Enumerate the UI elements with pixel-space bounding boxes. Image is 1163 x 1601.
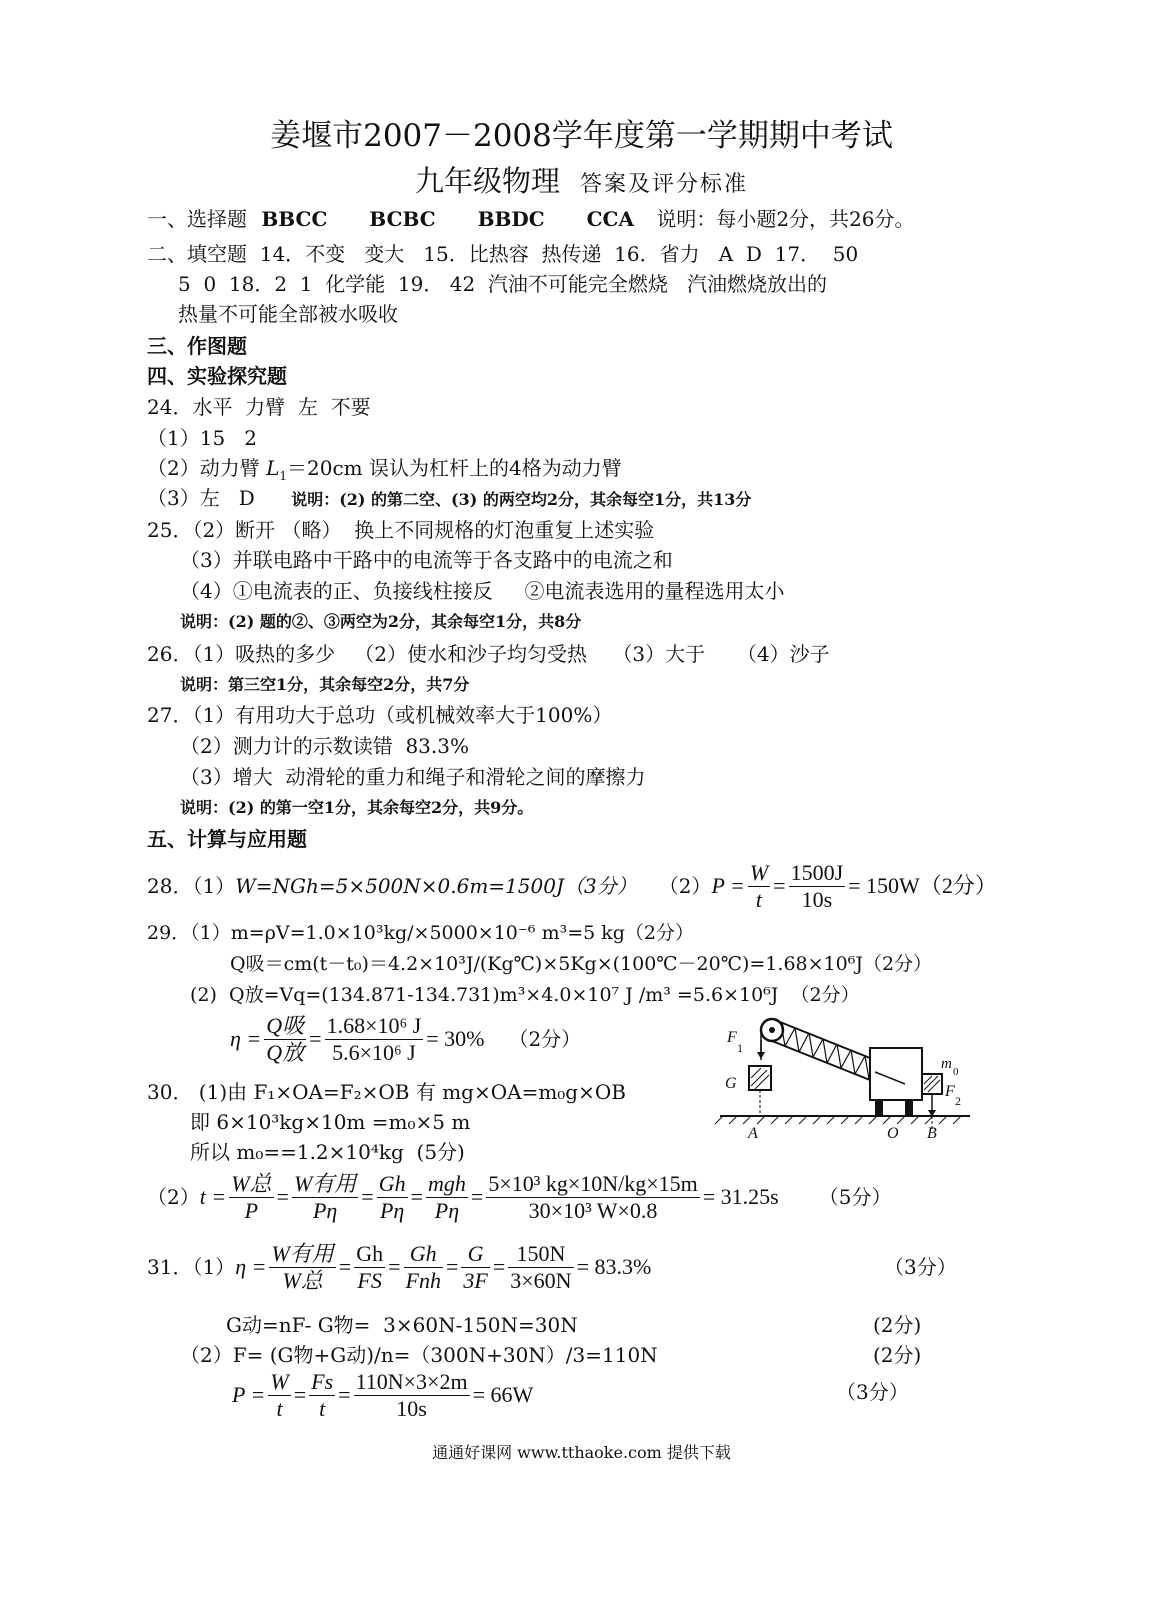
- label-f2-sub: 2: [955, 1094, 961, 1108]
- q31-eta: η =: [235, 1254, 267, 1279]
- q30-frac-c: [377, 1171, 408, 1224]
- q30-frac-a: [229, 1171, 273, 1224]
- q30-part2: （2）: [147, 1185, 200, 1209]
- label-b: B: [927, 1125, 937, 1142]
- q24-line-3: [147, 486, 751, 512]
- q31-p2-num: Fs: [311, 1368, 334, 1394]
- crane-figure: [715, 1012, 975, 1147]
- section-1-note: 说明：每小题2分，共26分。: [656, 207, 915, 231]
- label-m0: m: [941, 1056, 952, 1072]
- q30-e-den: 30×10³ W×0.8: [528, 1197, 658, 1223]
- q30-e-num: 5×10³ kg×10N/kg×15m: [488, 1170, 698, 1196]
- q24-line-3-text: （3）左 D: [147, 486, 255, 510]
- page-title: 姜堰市2007－2008学年度第一学期期中考试: [270, 118, 893, 154]
- section-2-line-2: 5 0 18．2 1 化学能 19． 42 汽油不可能完全燃烧 汽油燃烧放出的: [178, 272, 827, 296]
- q31-line-2: G动=nF- G物= 3×60N-150N=30N: [226, 1313, 578, 1337]
- q24-note: 说明：(2) 的第二空、(3) 的两空均2分，其余每空1分，共13分: [291, 490, 752, 509]
- q31-e-den: 3×60N: [510, 1267, 572, 1293]
- q31-rhs: = 83.3%: [576, 1254, 652, 1279]
- q31-p-lhs: P =: [232, 1382, 266, 1407]
- q30-frac-d: [426, 1171, 468, 1224]
- q30-d-den: Pη: [434, 1197, 460, 1223]
- q30-line-2: 即 6×10³kg×10m =m₀×5 m: [190, 1110, 471, 1134]
- q29-rhs: = 30%: [426, 1026, 485, 1051]
- counterweight: [922, 1074, 942, 1094]
- q31-a-den: W总: [282, 1267, 323, 1293]
- section-1: [147, 207, 915, 231]
- q28-formula: W=NGh=5×500N×0.6m=1500J（3分）: [235, 874, 637, 898]
- q30-b-num: W有用: [293, 1170, 357, 1196]
- q28-f1-den: t: [755, 886, 763, 912]
- q29-line-2: Q吸＝cm(t－t₀)＝4.2×10³J/(Kg℃)×5Kg×(100℃－20℃)=1.68×10⁶J（2分）: [230, 953, 933, 975]
- q29-efficiency: η = $\frac{\text{Q吸}}{\text{Q放}}$ = $\frac{\text{1.68×10⁶ J}}{\text{5.6×10⁶ J}}$ = 30% （2分）: [230, 1012, 582, 1065]
- q27-line-1: 27．（1）有用功大于总功（或机械效率大于100%）: [147, 703, 613, 727]
- q31-c-num: Gh: [404, 1241, 443, 1268]
- q24-var-l: L: [266, 456, 280, 480]
- section-4-heading: 四、实验探究题: [147, 364, 287, 388]
- q30-frac-b: [292, 1171, 358, 1224]
- crane-cabin: [870, 1048, 922, 1100]
- q31-frac-e: [508, 1241, 573, 1294]
- q31-d-num: G: [461, 1241, 489, 1268]
- q31-p-frac-1: [268, 1369, 290, 1422]
- q31-c-den: Fnh: [405, 1267, 441, 1293]
- q31-frac-b: [354, 1241, 385, 1294]
- label-f1-sub: 1: [737, 1041, 743, 1055]
- section-2-line-3: 热量不可能全部被水吸收: [178, 302, 398, 326]
- ground-hatching: [715, 1116, 961, 1124]
- q30-c-den: Pη: [379, 1197, 405, 1223]
- q24-line-2: [147, 456, 622, 488]
- q31-p1-den: t: [276, 1395, 283, 1421]
- q29-line-1: 29．（1）m=ρV=1.0×10³kg/×5000×10⁻⁶ m³=5 kg（2分）: [147, 922, 695, 944]
- label-o: O: [887, 1125, 899, 1142]
- q31-p-frac-2: [309, 1369, 335, 1422]
- q31-frac-c: [404, 1241, 443, 1294]
- q30-score: （5分）: [818, 1185, 892, 1209]
- q28-f1-num: W: [749, 859, 769, 885]
- q28-fraction-1: [748, 860, 770, 913]
- q28-p-lhs: P =: [711, 873, 745, 898]
- q28-pre: 28．（1）: [147, 874, 236, 898]
- q31-d-den: 3F: [463, 1267, 488, 1293]
- section-1-answers: BBCC BCBC BBDC CCA: [261, 207, 634, 231]
- q31-p-frac-3: [354, 1369, 470, 1422]
- q30-line-3: 所以 m₀==1.2×10⁴kg (5分): [190, 1140, 465, 1164]
- q31-pre: 31．（1）: [147, 1255, 236, 1279]
- answer-key-label: 答案及评分标准: [580, 172, 749, 197]
- q24-line-2-pre: （2）动力臂: [147, 456, 267, 480]
- q29-line-3: (2) Q放=Vq=(134.871-134.731)m³×4.0×10⁷ J /m³ =5.6×10⁶J （2分）: [190, 984, 860, 1006]
- q24-var-sub: 1: [279, 469, 288, 483]
- q29-eta: η =: [230, 1026, 262, 1051]
- section-1-label: 一、选择题: [147, 207, 247, 231]
- q29-f1-num: Q吸: [266, 1012, 305, 1038]
- q24-line-0: 24．水平 力臂 左 不要: [147, 395, 371, 419]
- q29-f2-num: 1.68×10⁶ J: [326, 1012, 422, 1038]
- q31-b-num: Gh: [356, 1240, 384, 1266]
- q31-e-num: 150N: [508, 1241, 573, 1268]
- q31-power: P = $\frac{W}{t}$ = $\frac{Fs}{t}$ = $\frac{110N\times 3\times 2m}{10s}$ = 66W: [232, 1368, 534, 1421]
- q24-line-2-post: ＝20cm 误认为杠杆上的4格为动力臂: [287, 456, 622, 480]
- label-m0-sub: 0: [953, 1066, 959, 1078]
- q31-p3-den: 10s: [396, 1395, 427, 1421]
- q28-f2-num: 1500J: [790, 859, 844, 885]
- q30-a-den: P: [244, 1197, 259, 1223]
- q31-p1-num: W: [270, 1368, 289, 1394]
- q30-rhs: = 31.25s: [702, 1184, 779, 1209]
- q28-part2: （2）: [658, 874, 712, 898]
- label-f2: F: [945, 1083, 955, 1100]
- q31-frac-a: [269, 1241, 335, 1294]
- q31-score-1: （3分）: [884, 1255, 957, 1279]
- q27-line-2: （2）测力计的示数读错 83.3%: [180, 734, 469, 758]
- subject-title: 九年级物理: [414, 164, 560, 198]
- q26-line-1: 26．（1）吸热的多少 （2）使水和沙子均匀受热 （3）大于 （4）沙子: [147, 642, 830, 666]
- q28-line: [147, 856, 997, 916]
- q30-c-num: Gh: [378, 1170, 406, 1196]
- q24-line-1: （1）15 2: [147, 426, 257, 450]
- q31-score-3: (2分): [873, 1343, 922, 1367]
- q28-eq: =: [773, 873, 786, 898]
- q31-efficiency: 31．（1） η = $\frac{\text{W有用}}{\text{W总}}$ = $\frac{Gh}{FS}$ = $\frac{Gh}{\text{Fnh}}$ = $\frac{G}{3F}$ = $\frac{150N}{3\times 60N}$ = 83.3%: [147, 1240, 652, 1293]
- q28-rhs: = 150W（2分）: [848, 873, 997, 898]
- q30-line-1: 30． (1)由 F₁×OA=F₂×OB 有 mg×OA=m₀g×OB: [147, 1080, 626, 1104]
- section-3-heading: 三、作图题: [147, 334, 247, 358]
- q30-frac-e: [486, 1171, 699, 1224]
- crane-leg-left: [875, 1100, 883, 1116]
- q30-a-num: W总: [231, 1170, 272, 1196]
- q27-note: 说明：(2) 的第一空1分，其余每空2分，共9分。: [180, 798, 534, 817]
- q31-b-den: FS: [357, 1267, 382, 1293]
- q25-note: 说明：(2) 题的②、③两空为2分，其余每空1分，共8分: [180, 612, 582, 631]
- q31-p2-den: t: [319, 1395, 326, 1421]
- q28-f2-den: 10s: [801, 886, 833, 912]
- boom-bottom: [772, 1041, 875, 1082]
- label-a: A: [748, 1125, 758, 1142]
- q30-time-formula: （2） t = $\frac{\text{W总}}{P}$ = $\frac{\text{W有用}}{P\eta}$ = $\frac{Gh}{P\eta}$ = $\frac{\text{mgh}}{P\eta}$ = $\frac{\text{5×10³ kg×10N/kg×15m}}{\text{30×10³ W×0.8}}$ = 31.25s （5分）: [147, 1170, 892, 1223]
- q30-d-num: mgh: [428, 1170, 466, 1196]
- q29-score: （2分）: [508, 1027, 582, 1051]
- q27-line-3: （3）增大 动滑轮的重力和绳子和滑轮之间的摩擦力: [180, 765, 646, 789]
- pulley-axle: [769, 1027, 775, 1033]
- boom-lattice: [781, 1023, 869, 1079]
- q25-line-2: （3）并联电路中干路中的电流等于各支路中的电流之和: [180, 548, 673, 572]
- label-g: G: [725, 1075, 737, 1092]
- q25-line-1: 25．（2）断开 （略） 换上不同规格的灯泡重复上述实验: [147, 518, 655, 542]
- q28-fraction-2: [789, 860, 846, 913]
- label-f1: F: [727, 1029, 737, 1046]
- section-5-heading: 五、计算与应用题: [147, 827, 307, 851]
- q30-t-lhs: t =: [199, 1184, 227, 1209]
- q31-score-2: (2分): [873, 1313, 922, 1337]
- q31-a-num: W有用: [271, 1240, 334, 1266]
- q25-line-3: （4）①电流表的正、负接线柱接反 ②电流表选用的量程选用太小: [180, 579, 785, 603]
- page-subtitle: [0, 163, 1163, 203]
- q31-frac-d: [461, 1241, 489, 1294]
- q31-score-4: （3分）: [836, 1380, 909, 1404]
- q30-b-den: Pη: [312, 1197, 338, 1223]
- section-2-line-1: 二、填空题 14．不变 变大 15．比热容 热传递 16．省力 A D 17． 50: [147, 242, 859, 266]
- q29-fraction-2: [325, 1013, 424, 1066]
- crane-leg-right: [905, 1100, 913, 1116]
- q31-p-rhs: = 66W: [472, 1382, 534, 1407]
- q31-p3-num: 110N×3×2m: [355, 1368, 468, 1394]
- q29-f2-den: 5.6×10⁶ J: [332, 1039, 416, 1065]
- q31-line-3: （2）F= (G物+G动)/n=（300N+30N）/3=110N: [180, 1343, 658, 1367]
- q26-note: 说明：第三空1分，其余每空2分，共7分: [180, 675, 470, 694]
- footer: 通通好课网 www.tthaoke.com 提供下载: [432, 1443, 731, 1462]
- q29-f1-den: Q放: [266, 1039, 305, 1065]
- q29-fraction-1: [264, 1013, 306, 1066]
